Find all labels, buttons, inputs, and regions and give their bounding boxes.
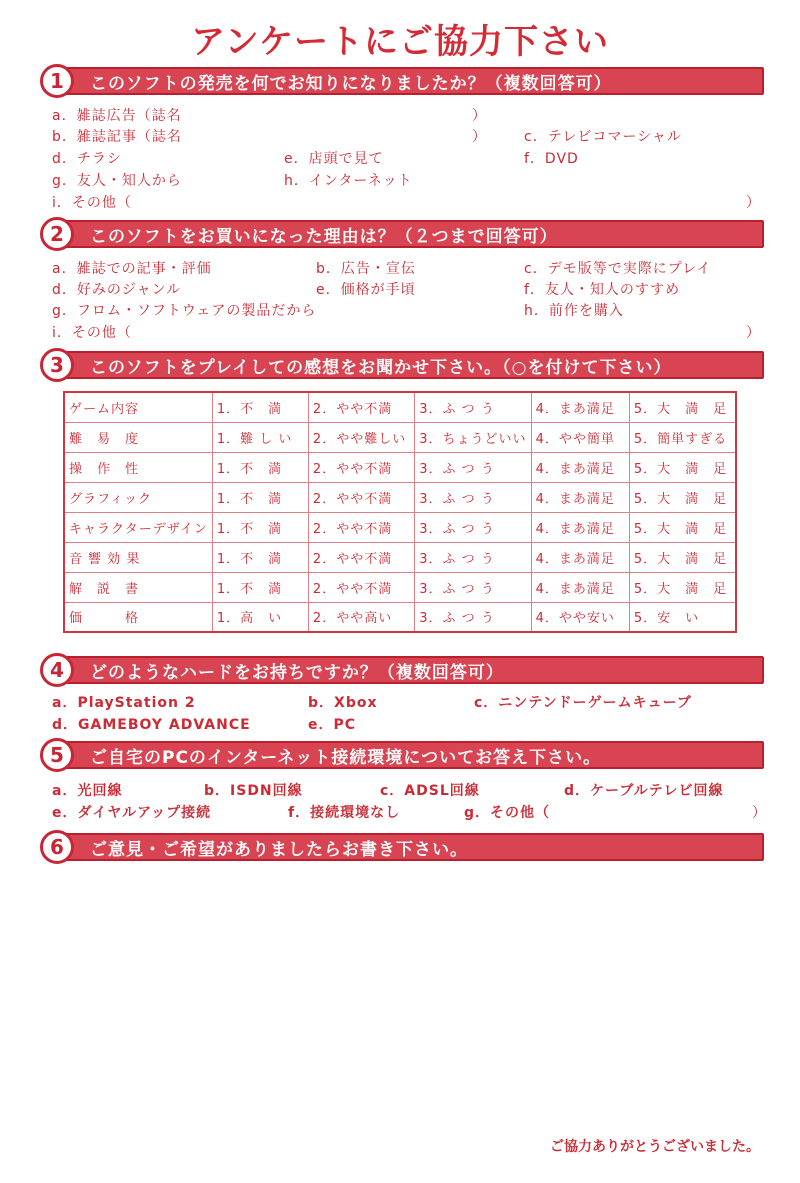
rating-choice[interactable]: 1．不 満: [212, 452, 308, 482]
rating-choice[interactable]: 3．ちょうどいい: [415, 422, 531, 452]
rating-choice[interactable]: 5．大 満 足: [629, 482, 736, 512]
page-title: アンケートにご協力下さい: [191, 22, 609, 62]
rating-category-label: ゲーム内容: [64, 392, 212, 422]
rating-category-label: 音 響 効 果: [64, 542, 212, 572]
section-2-header: [40, 217, 764, 251]
rating-choice[interactable]: 2．やや不満: [308, 482, 414, 512]
rating-choice[interactable]: 4．まあ満足: [531, 452, 629, 482]
q2-option-h[interactable]: h．前作を購入: [524, 303, 624, 319]
section-question: ご自宅のPCのインターネット接続環境についてお答え下さい。: [90, 748, 602, 768]
q5-option-g-close: ）: [752, 805, 766, 821]
rating-choice[interactable]: 3．ふ つ う: [415, 512, 531, 542]
q2-option-d[interactable]: d．好みのジャンル: [52, 282, 182, 298]
rating-table: [63, 391, 737, 633]
q2-option-g[interactable]: g．フロム・ソフトウェアの製品だから: [52, 303, 317, 319]
section-3-header: [40, 348, 764, 382]
q1-option-h[interactable]: h．インターネット: [284, 173, 413, 189]
rating-choice[interactable]: 2．やや不満: [308, 572, 414, 602]
rating-row: [64, 422, 736, 452]
rating-choice[interactable]: 5．大 満 足: [629, 542, 736, 572]
rating-category-label: キャラクターデザイン: [64, 512, 212, 542]
rating-category-label: 解 説 書: [64, 572, 212, 602]
q1-option-b-close: ）: [472, 129, 486, 145]
q5-option-d[interactable]: d．ケーブルテレビ回線: [564, 783, 724, 799]
q2-option-a[interactable]: a．雑誌での記事・評価: [52, 261, 212, 277]
rating-choice[interactable]: 1．高 い: [212, 602, 308, 632]
rating-category-label: 価 格: [64, 602, 212, 632]
rating-choice[interactable]: 1．不 満: [212, 482, 308, 512]
rating-choice[interactable]: 5．大 満 足: [629, 392, 736, 422]
rating-row: [64, 392, 736, 422]
q1-option-b[interactable]: b．雑誌記事（誌名: [52, 129, 182, 145]
q2-option-i[interactable]: i．その他（: [52, 325, 132, 341]
q1-option-i[interactable]: i．その他（: [52, 195, 132, 211]
rating-choice[interactable]: 4．まあ満足: [531, 482, 629, 512]
q1-option-e[interactable]: e．店頭で見て: [284, 151, 384, 167]
rating-choice[interactable]: 2．やや不満: [308, 392, 414, 422]
section-1-header: [40, 64, 764, 98]
q5-option-f[interactable]: f．接続環境なし: [288, 805, 401, 821]
q2-option-b[interactable]: b．広告・宣伝: [316, 261, 416, 277]
q2-option-f[interactable]: f．友人・知人のすすめ: [524, 282, 681, 298]
rating-choice[interactable]: 5．安 い: [629, 602, 736, 632]
rating-row: [64, 542, 736, 572]
rating-choice[interactable]: 1．不 満: [212, 512, 308, 542]
q4-option-a[interactable]: a．PlayStation 2: [52, 695, 196, 711]
rating-choice[interactable]: 1．不 満: [212, 392, 308, 422]
rating-choice[interactable]: 4．まあ満足: [531, 392, 629, 422]
rating-category-label: 難 易 度: [64, 422, 212, 452]
section-5-header: [40, 738, 764, 772]
q5-option-b[interactable]: b．ISDN回線: [204, 783, 303, 799]
rating-row: [64, 452, 736, 482]
rating-choice[interactable]: 4．やや安い: [531, 602, 629, 632]
rating-row: [64, 512, 736, 542]
section-question: このソフトの発売を何でお知りになりましたか？（複数回答可）: [90, 74, 612, 94]
q4-option-d[interactable]: d．GAMEBOY ADVANCE: [52, 717, 251, 733]
rating-choice[interactable]: 3．ふ つ う: [415, 542, 531, 572]
q1-option-d[interactable]: d．チラシ: [52, 151, 122, 167]
rating-choice[interactable]: 5．大 満 足: [629, 452, 736, 482]
section-question: どのようなハードをお持ちですか？（複数回答可）: [90, 663, 504, 683]
rating-choice[interactable]: 2．やや不満: [308, 452, 414, 482]
section-number: 2: [40, 217, 74, 251]
q5-option-e[interactable]: e．ダイヤルアップ接続: [52, 805, 212, 821]
q5-option-c[interactable]: c．ADSL回線: [380, 783, 480, 799]
q1-option-g[interactable]: g．友人・知人から: [52, 173, 182, 189]
q4-option-c[interactable]: c．ニンテンドーゲームキューブ: [474, 695, 692, 711]
rating-choice[interactable]: 3．ふ つ う: [415, 602, 531, 632]
section-6-header: [40, 830, 764, 864]
q2-option-e[interactable]: e．価格が手頃: [316, 282, 416, 298]
rating-choice[interactable]: 2．やや不満: [308, 542, 414, 572]
section-number: 6: [40, 830, 74, 864]
section-question: このソフトをお買いになった理由は？（２つまで回答可）: [90, 227, 558, 247]
section-question: このソフトをプレイしての感想をお聞かせ下さい。（○を付けて下さい）: [90, 358, 672, 378]
rating-choice[interactable]: 3．ふ つ う: [415, 392, 531, 422]
q2-option-c[interactable]: c．デモ版等で実際にプレイ: [524, 261, 712, 277]
rating-choice[interactable]: 4．まあ満足: [531, 572, 629, 602]
rating-choice[interactable]: 3．ふ つ う: [415, 572, 531, 602]
section-number: 1: [40, 64, 74, 98]
q5-option-a[interactable]: a．光回線: [52, 783, 123, 799]
rating-choice[interactable]: 1．不 満: [212, 542, 308, 572]
rating-choice[interactable]: 5．簡単すぎる: [629, 422, 736, 452]
rating-choice[interactable]: 3．ふ つ う: [415, 452, 531, 482]
section-number: 4: [40, 653, 74, 687]
rating-choice[interactable]: 4．やや簡単: [531, 422, 629, 452]
rating-choice[interactable]: 1．難 し い: [212, 422, 308, 452]
rating-choice[interactable]: 3．ふ つ う: [415, 482, 531, 512]
q4-option-e[interactable]: e．PC: [308, 717, 357, 733]
q2-option-i-close: ）: [746, 325, 760, 341]
q4-option-b[interactable]: b．Xbox: [308, 695, 378, 711]
rating-category-label: グラフィック: [64, 482, 212, 512]
section-4-header: [40, 653, 764, 687]
q1-option-f[interactable]: f．DVD: [524, 151, 579, 167]
rating-row: [64, 482, 736, 512]
rating-choice[interactable]: 5．大 満 足: [629, 572, 736, 602]
q5-option-g[interactable]: g．その他（: [464, 805, 551, 821]
rating-choice[interactable]: 2．やや高い: [308, 602, 414, 632]
thanks-message: ご協力ありがとうございました。: [550, 1139, 760, 1155]
rating-category-label: 操 作 性: [64, 452, 212, 482]
section-number: 3: [40, 348, 74, 382]
q1-option-c[interactable]: c．テレビコマーシャル: [524, 129, 682, 145]
rating-choice[interactable]: 2．やや不満: [308, 512, 414, 542]
q1-option-a-close: ）: [472, 108, 486, 124]
rating-choice[interactable]: 5．大 満 足: [629, 512, 736, 542]
rating-choice[interactable]: 4．まあ満足: [531, 512, 629, 542]
rating-row: [64, 602, 736, 632]
rating-choice[interactable]: 2．やや難しい: [308, 422, 414, 452]
rating-choice[interactable]: 1．不 満: [212, 572, 308, 602]
section-question: ご意見・ご希望がありましたらお書き下さい。: [90, 840, 468, 860]
rating-choice[interactable]: 4．まあ満足: [531, 542, 629, 572]
rating-row: [64, 572, 736, 602]
section-number: 5: [40, 738, 74, 772]
q1-option-a[interactable]: a．雑誌広告（誌名: [52, 108, 182, 124]
q1-option-i-close: ）: [746, 195, 760, 211]
